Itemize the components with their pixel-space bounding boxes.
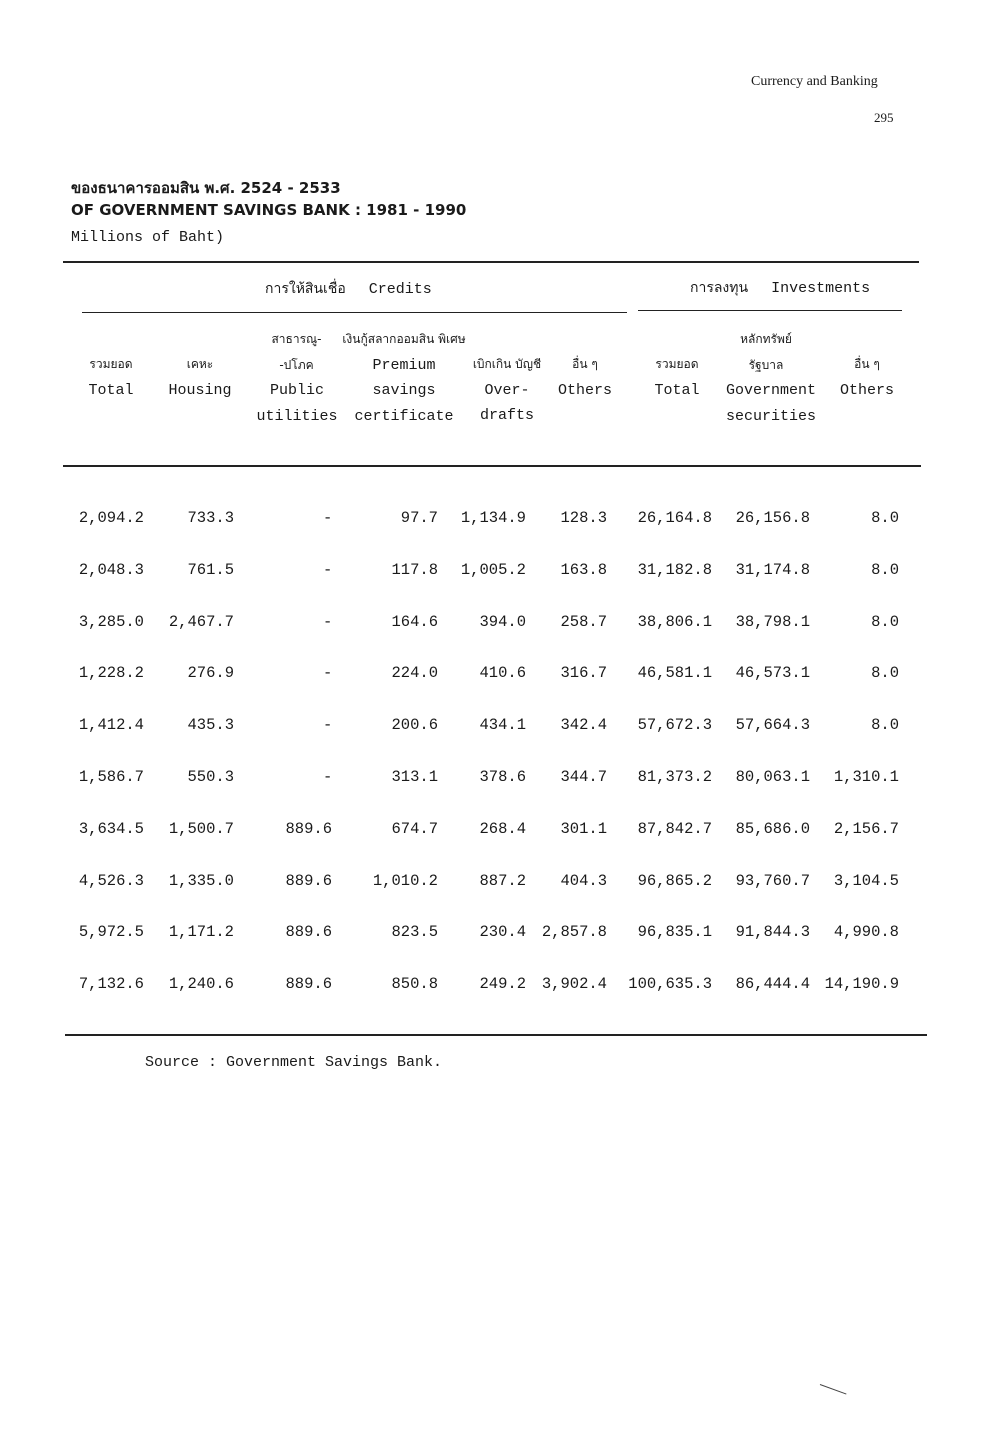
table-cell: 8.0 (871, 509, 899, 527)
table-cell: 26,164.8 (637, 509, 712, 527)
table-cell: 14,190.9 (824, 975, 899, 993)
col-header-thai: อื่น ๆ (572, 357, 598, 371)
table-cell: 8.0 (871, 613, 899, 631)
table-cell: 117.8 (391, 561, 438, 579)
table-cell: 2,156.7 (833, 820, 899, 838)
table-cell: 434.1 (479, 716, 526, 734)
table-cell: 301.1 (560, 820, 607, 838)
table-cell: 81,373.2 (637, 768, 712, 786)
table-cell: 46,573.1 (735, 664, 810, 682)
table-cell: 2,467.7 (168, 613, 234, 631)
credits-group-header (265, 278, 432, 300)
table-cell: 8.0 (871, 561, 899, 579)
col-header-housing (168, 352, 231, 403)
col-header-english: Government (725, 382, 817, 399)
table-cell: 86,444.4 (735, 975, 810, 993)
table-cell: 404.3 (560, 872, 607, 890)
table-cell: 258.7 (560, 613, 607, 631)
table-cell: 889.6 (285, 820, 332, 838)
col-header-overdrafts (470, 352, 544, 429)
table-cell: 3,634.5 (78, 820, 144, 838)
table-cell: 224.0 (391, 664, 438, 682)
table-cell: 80,063.1 (735, 768, 810, 786)
table-cell: 1,171.2 (168, 923, 234, 941)
page-number: 295 (874, 110, 894, 125)
table-cell: 96,835.1 (637, 923, 712, 941)
col-header-english: Housing (168, 381, 232, 399)
table-title-english: OF GOVERNMENT SAVINGS BANK : 1981 - 1990 (71, 201, 467, 219)
pen-mark (820, 1384, 847, 1395)
table-cell: 2,048.3 (78, 561, 144, 579)
table-cell: 394.0 (479, 613, 526, 631)
table-cell: 276.9 (187, 664, 234, 682)
table-cell: 889.6 (285, 975, 332, 993)
table-cell: 1,010.2 (372, 872, 438, 890)
table-bottom-rule (65, 1034, 927, 1036)
col-header-english: securities (725, 407, 817, 425)
col-header-english: savings (372, 382, 436, 399)
col-header-credit-total (88, 352, 133, 403)
running-header: Currency and Banking (751, 74, 878, 89)
col-header-thai: อื่น ๆ (854, 357, 880, 371)
table-cell: 435.3 (187, 716, 234, 734)
table-cell: - (323, 768, 333, 786)
table-cell: 410.6 (479, 664, 526, 682)
table-cell: 200.6 (391, 716, 438, 734)
col-header-english: Public (269, 382, 325, 399)
table-cell: 31,182.8 (637, 561, 712, 579)
table-cell: 550.3 (187, 768, 234, 786)
col-header-thai: เคหะ (186, 357, 214, 371)
table-cell: 249.2 (479, 975, 526, 993)
col-header-thai: สาธารณู- -ปโภค (271, 332, 322, 372)
table-cell: 38,806.1 (637, 613, 712, 631)
table-cell: 761.5 (187, 561, 234, 579)
col-header-thai: เงินกู้สลากออมสิน พิเศษ (342, 332, 466, 346)
table-cell: 1,586.7 (78, 768, 144, 786)
table-cell: 378.6 (479, 768, 526, 786)
col-header-investment-others (840, 352, 894, 403)
col-header-english: Over- (484, 381, 530, 399)
col-header-government-securities (726, 327, 816, 429)
col-header-english: Premium (372, 356, 436, 374)
header-bottom-rule (63, 465, 921, 467)
table-cell: 46,581.1 (637, 664, 712, 682)
table-cell: 342.4 (560, 716, 607, 734)
table-cell: 887.2 (479, 872, 526, 890)
col-header-thai: รวมยอด (89, 357, 133, 371)
table-top-rule (63, 261, 919, 263)
col-header-english: Total (88, 381, 134, 399)
table-cell: 1,005.2 (460, 561, 526, 579)
investments-group-english: Investments (771, 280, 871, 297)
table-cell: 733.3 (187, 509, 234, 527)
col-header-english: certificate (354, 407, 454, 425)
table-cell: 316.7 (560, 664, 607, 682)
table-cell: 100,635.3 (628, 975, 712, 993)
col-header-thai: รวมยอด (655, 357, 699, 371)
table-cell: 268.4 (479, 820, 526, 838)
table-cell: 8.0 (871, 664, 899, 682)
table-cell: 164.6 (391, 613, 438, 631)
table-cell: 2,857.8 (541, 923, 607, 941)
table-cell: 96,865.2 (637, 872, 712, 890)
table-cell: 1,335.0 (168, 872, 234, 890)
col-header-thai: หลักทรัพย์ รัฐบาล (740, 332, 792, 372)
col-header-english: drafts (479, 407, 534, 424)
col-header-english: utilities (256, 407, 338, 425)
investments-group-header (690, 277, 870, 299)
col-header-credit-others (558, 352, 612, 403)
table-unit: Millions of Baht) (71, 229, 225, 246)
table-cell: 823.5 (391, 923, 438, 941)
table-title-thai: ของธนาคารออมสิน พ.ศ. 2524 - 2533 (71, 179, 341, 197)
credits-group-english: Credits (368, 281, 432, 298)
table-cell: 97.7 (400, 509, 438, 527)
col-header-english: Total (654, 381, 700, 399)
source-note: Source : Government Savings Bank. (145, 1054, 443, 1071)
table-cell: 1,228.2 (78, 664, 144, 682)
table-cell: 1,240.6 (168, 975, 234, 993)
table-cell: 4,526.3 (78, 872, 144, 890)
col-header-public-utilities (256, 327, 337, 429)
table-cell: 57,672.3 (637, 716, 712, 734)
table-cell: - (323, 664, 333, 682)
table-cell: 850.8 (391, 975, 438, 993)
table-cell: 8.0 (871, 716, 899, 734)
investments-group-rule (638, 310, 902, 311)
table-cell: 31,174.8 (735, 561, 810, 579)
table-cell: 674.7 (391, 820, 438, 838)
table-cell: 91,844.3 (735, 923, 810, 941)
table-cell: - (323, 716, 333, 734)
col-header-investment-total (654, 352, 699, 403)
col-header-premium-savings (340, 327, 468, 429)
table-cell: 230.4 (479, 923, 526, 941)
credits-group-thai: การให้สินเชื่อ (265, 281, 346, 297)
table-cell: - (323, 561, 333, 579)
table-cell: - (323, 613, 333, 631)
col-header-english: Others (557, 381, 613, 399)
table-cell: 1,134.9 (460, 509, 526, 527)
col-header-thai: เบิกเกิน บัญชี (472, 357, 542, 371)
table-cell: 3,285.0 (78, 613, 144, 631)
table-cell: 57,664.3 (735, 716, 810, 734)
table-cell: 38,798.1 (735, 613, 810, 631)
table-cell: 5,972.5 (78, 923, 144, 941)
table-cell: 93,760.7 (735, 872, 810, 890)
col-header-english: Others (839, 381, 895, 399)
investments-group-thai: การลงทุน (690, 280, 749, 296)
table-cell: 1,310.1 (833, 768, 899, 786)
table-cell: 7,132.6 (78, 975, 144, 993)
table-cell: 128.3 (560, 509, 607, 527)
table-cell: 889.6 (285, 923, 332, 941)
table-cell: 889.6 (285, 872, 332, 890)
table-cell: 344.7 (560, 768, 607, 786)
table-cell: 313.1 (391, 768, 438, 786)
table-cell: 1,412.4 (78, 716, 144, 734)
table-cell: - (323, 509, 333, 527)
table-cell: 87,842.7 (637, 820, 712, 838)
table-cell: 26,156.8 (735, 509, 810, 527)
table-cell: 3,902.4 (541, 975, 607, 993)
table-cell: 4,990.8 (833, 923, 899, 941)
credits-group-rule (82, 312, 627, 313)
table-cell: 1,500.7 (168, 820, 234, 838)
table-cell: 163.8 (560, 561, 607, 579)
table-cell: 2,094.2 (78, 509, 144, 527)
table-cell: 3,104.5 (833, 872, 899, 890)
table-cell: 85,686.0 (735, 820, 810, 838)
